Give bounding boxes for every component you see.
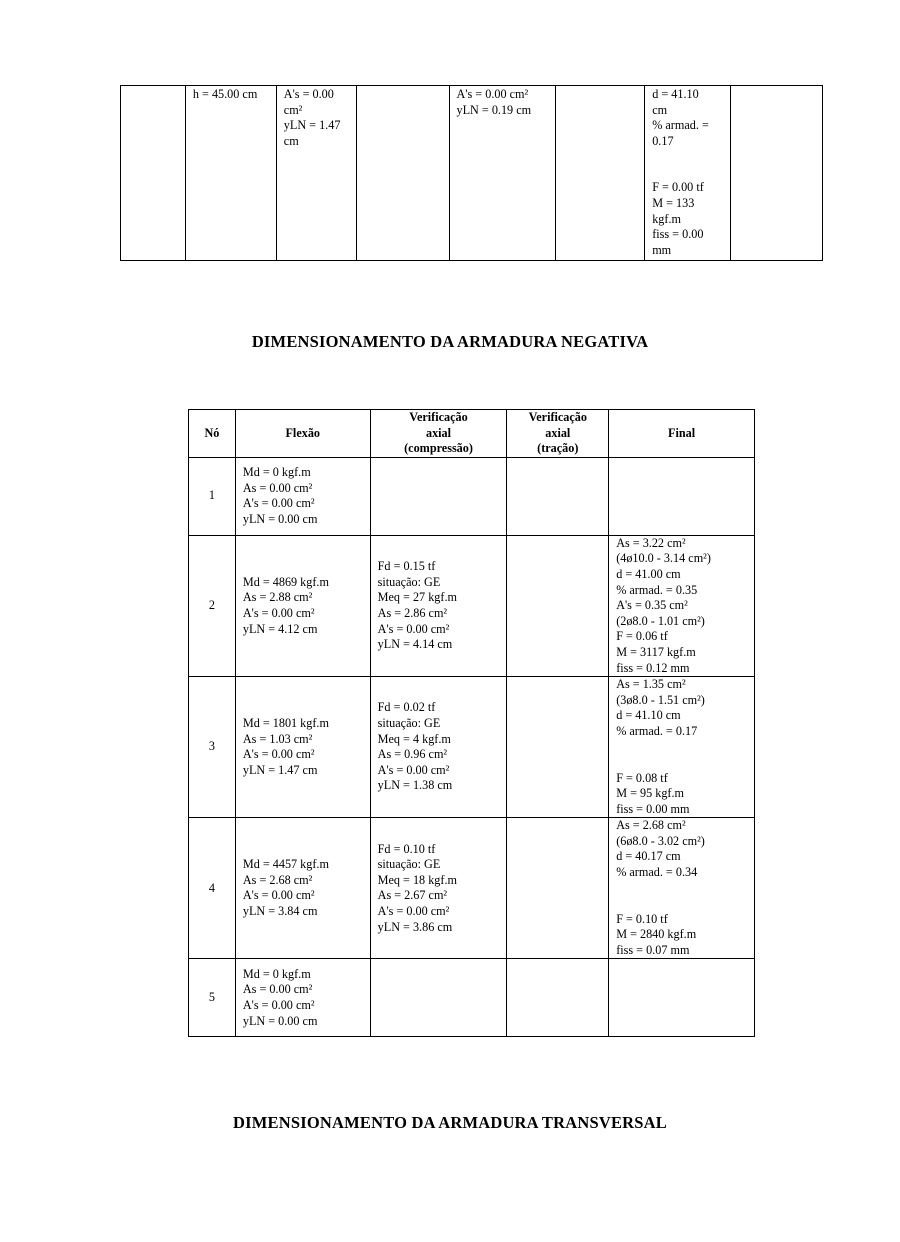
cell-final [609, 959, 755, 1037]
cell-line: As = 0.96 cm² [377, 747, 448, 762]
table-cell [449, 86, 556, 261]
cell-compressao [370, 959, 507, 1037]
node-number: 5 [189, 959, 236, 1037]
cell-line: (4ø10.0 - 3.14 cm²) [616, 551, 711, 566]
cell-final [609, 535, 755, 676]
cell-line: % armad. = 0.35 [616, 582, 698, 597]
cell-line: M = 95 kgf.m [616, 786, 684, 801]
cell-tracao [507, 818, 609, 959]
cell-compressao [370, 818, 507, 959]
table-cell [356, 86, 449, 261]
header-line: Verificação [409, 410, 468, 424]
cell-line: cm [283, 133, 299, 148]
cell-flexao [235, 959, 370, 1037]
cell-line: As = 3.22 cm² [616, 535, 686, 550]
table-row [121, 86, 823, 261]
header-line: (tração) [537, 441, 579, 456]
table-cell [185, 86, 276, 261]
cell-line: cm [652, 102, 668, 117]
cell-line: F = 0.08 tf [616, 770, 668, 785]
header-flexao [235, 410, 370, 458]
table-header-row [189, 410, 755, 458]
cell-line: yLN = 1.47 [283, 118, 341, 133]
cell-line: yLN = 3.86 cm [377, 919, 453, 934]
header-line: Verificação [528, 410, 587, 424]
cell-line: Fd = 0.02 tf [377, 700, 436, 715]
cell-line: % armad. = 0.34 [616, 865, 698, 880]
header-line: Nó [204, 425, 220, 440]
cell-line: % armad. = 0.17 [616, 723, 698, 738]
table-row [189, 535, 755, 676]
table-cell [121, 86, 186, 261]
table-row [189, 677, 755, 818]
cell-line: Md = 0 kgf.m [242, 966, 311, 981]
cell-line: A's = 0.00 cm² [242, 747, 315, 762]
cell-line: A's = 0.00 cm² [377, 621, 450, 636]
cell-line: fiss = 0.12 mm [616, 660, 690, 675]
cell-compressao [370, 535, 507, 676]
cell-line: As = 0.00 cm² [242, 480, 313, 495]
cell-line: Meq = 27 kgf.m [377, 590, 457, 605]
cell-tracao [507, 457, 609, 535]
cell-line: d = 40.17 cm [616, 849, 681, 864]
cell-line: Md = 1801 kgf.m [242, 716, 329, 731]
cell-line: A's = 0.00 cm² [242, 605, 315, 620]
header-line: (compressão) [404, 441, 473, 456]
cell-line: A's = 0.00 cm² [242, 496, 315, 511]
blank-line [652, 149, 723, 180]
cell-line: yLN = 0.00 cm [242, 511, 318, 526]
header-no [189, 410, 236, 458]
cell-compressao [370, 677, 507, 818]
table-cell [731, 86, 823, 261]
cell-line: As = 0.00 cm² [242, 982, 313, 997]
cell-line: yLN = 1.38 cm [377, 778, 453, 793]
table-row [189, 818, 755, 959]
node-number: 4 [189, 818, 236, 959]
cell-line: A's = 0.00 cm² [377, 762, 450, 777]
section-title-transversal-reinforcement: DIMENSIONAMENTO DA ARMADURA TRANSVERSAL [233, 1113, 667, 1132]
cell-final [609, 457, 755, 535]
cell-line: situação: GE [377, 574, 441, 589]
cell-line: As = 2.68 cm² [616, 818, 686, 833]
cell-line: A's = 0.00 cm² [242, 888, 315, 903]
cell-line: Md = 4869 kgf.m [242, 574, 329, 589]
cell-line: 0.17 [652, 133, 674, 148]
cell-line: yLN = 1.47 cm [242, 762, 318, 777]
cell-line: M = 133 [652, 195, 695, 210]
cell-line: As = 2.68 cm² [242, 872, 313, 887]
cell-line: M = 2840 kgf.m [616, 927, 697, 942]
continued-results-table [120, 85, 823, 261]
cell-line: Meq = 18 kgf.m [377, 872, 457, 887]
cell-line: As = 2.86 cm² [377, 605, 448, 620]
table-row [189, 457, 755, 535]
cell-line: situação: GE [377, 716, 441, 731]
cell-line: A's = 0.00 [283, 87, 334, 101]
cell-line: As = 2.67 cm² [377, 888, 448, 903]
cell-line: yLN = 0.19 cm [456, 102, 532, 117]
cell-line: fiss = 0.07 mm [616, 942, 690, 957]
cell-line: fiss = 0.00 [652, 227, 704, 242]
cell-line: Meq = 4 kgf.m [377, 731, 451, 746]
node-number: 1 [189, 457, 236, 535]
cell-line: % armad. = [652, 118, 709, 133]
cell-line: situação: GE [377, 857, 441, 872]
cell-flexao [235, 457, 370, 535]
table-cell [276, 86, 356, 261]
cell-line: fiss = 0.00 mm [616, 801, 690, 816]
header-line: axial [545, 425, 571, 440]
blank-line [616, 881, 747, 912]
table-cell [556, 86, 645, 261]
cell-line: As = 2.88 cm² [242, 590, 313, 605]
cell-final [609, 818, 755, 959]
section-title-negative-reinforcement: DIMENSIONAMENTO DA ARMADURA NEGATIVA [251, 332, 649, 351]
cell-line: (6ø8.0 - 3.02 cm²) [616, 833, 705, 848]
cell-tracao [507, 535, 609, 676]
header-line: axial [425, 425, 452, 440]
cell-line: d = 41.00 cm [616, 566, 681, 581]
cell-line: M = 3117 kgf.m [616, 644, 696, 659]
cell-line: Md = 4457 kgf.m [242, 857, 329, 872]
cell-line: d = 41.10 [652, 87, 699, 101]
cell-line: yLN = 4.12 cm [242, 621, 318, 636]
blank-line [616, 740, 747, 771]
cell-flexao [235, 677, 370, 818]
cell-line: h = 45.00 cm [192, 87, 258, 101]
cell-line: A's = 0.35 cm² [616, 598, 688, 613]
cell-line: yLN = 0.00 cm [242, 1013, 318, 1028]
cell-line: kgf.m [652, 211, 681, 226]
cell-flexao [235, 535, 370, 676]
cell-line: Fd = 0.10 tf [377, 841, 436, 856]
cell-tracao [507, 959, 609, 1037]
cell-line: A's = 0.00 cm² [242, 997, 315, 1012]
cell-line: A's = 0.00 cm² [456, 87, 529, 101]
node-number: 3 [189, 677, 236, 818]
cell-tracao [507, 677, 609, 818]
cell-line: F = 0.06 tf [616, 629, 668, 644]
cell-line: yLN = 4.14 cm [377, 637, 453, 652]
cell-flexao [235, 818, 370, 959]
table-row [189, 959, 755, 1037]
node-number: 2 [189, 535, 236, 676]
cell-final [609, 677, 755, 818]
cell-line: F = 0.00 tf [652, 180, 704, 195]
cell-line: (3ø8.0 - 1.51 cm²) [616, 692, 705, 707]
negative-reinforcement-table [188, 409, 755, 1037]
cell-line: As = 1.03 cm² [242, 731, 313, 746]
cell-compressao [370, 457, 507, 535]
header-line: Flexão [285, 425, 321, 440]
cell-line: As = 1.35 cm² [616, 677, 686, 692]
header-line: Final [668, 425, 696, 440]
header-tracao [507, 410, 609, 458]
cell-line: mm [652, 242, 672, 257]
cell-line: A's = 0.00 cm² [377, 903, 450, 918]
header-compressao [370, 410, 507, 458]
header-final [609, 410, 755, 458]
cell-line: cm² [283, 102, 303, 117]
cell-line: yLN = 3.84 cm [242, 903, 318, 918]
cell-line: Fd = 0.15 tf [377, 559, 436, 574]
cell-line: d = 41.10 cm [616, 708, 681, 723]
table-cell [645, 86, 731, 261]
cell-line: F = 0.10 tf [616, 911, 668, 926]
cell-line: Md = 0 kgf.m [242, 465, 311, 480]
cell-line: (2ø8.0 - 1.01 cm²) [616, 613, 705, 628]
